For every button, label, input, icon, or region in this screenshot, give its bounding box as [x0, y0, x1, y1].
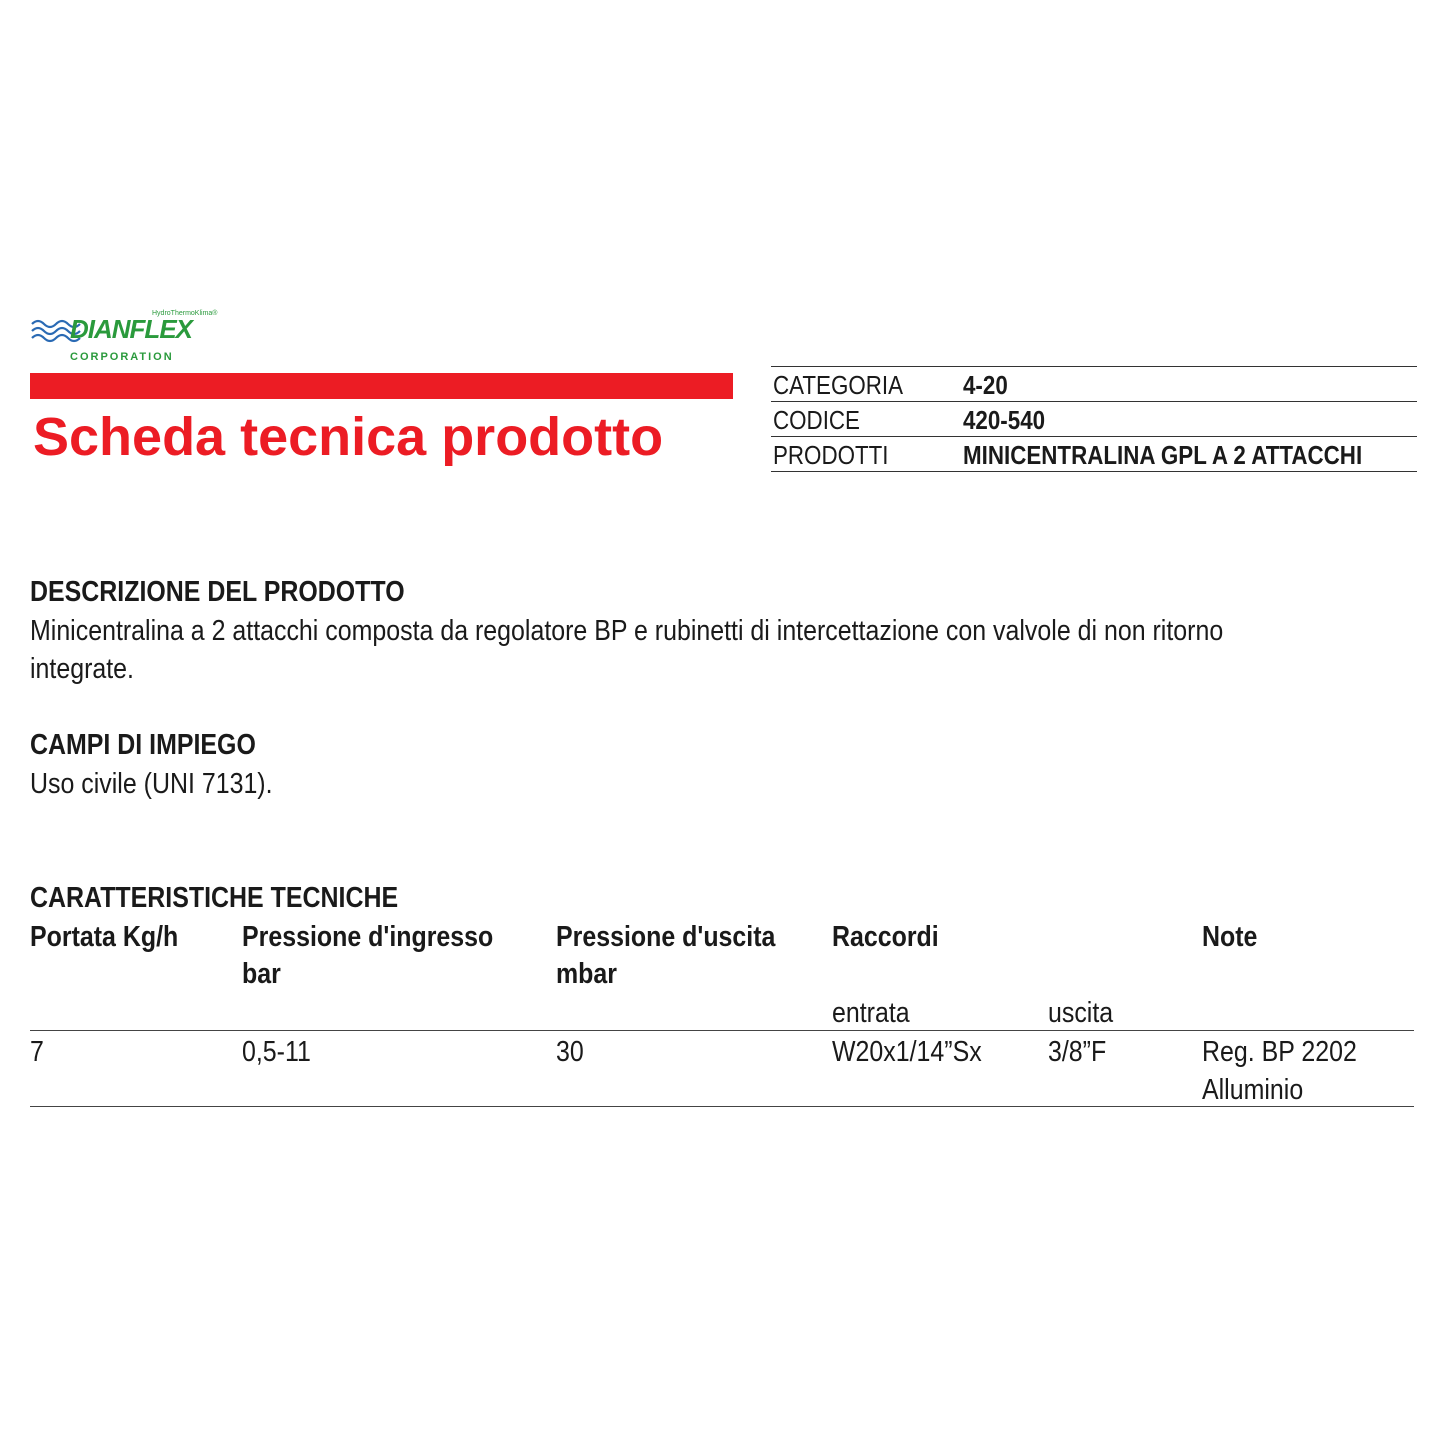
info-value: MINICENTRALINA GPL A 2 ATTACCHI [963, 440, 1363, 470]
info-row-prodotti [771, 436, 1417, 472]
header-red-bar [30, 373, 733, 399]
info-label: CODICE [773, 405, 860, 435]
usage-title: CAMPI DI IMPIEGO [30, 729, 256, 761]
specs-title: CARATTERISTICHE TECNICHE [30, 882, 399, 914]
logo-brand: DIANFLEX [70, 314, 192, 344]
cell-entrata: W20x1/14”Sx [832, 1036, 982, 1068]
info-row-codice [771, 401, 1417, 436]
page-title: Scheda tecnica prodotto [33, 407, 664, 467]
description-line-2: integrate. [30, 653, 134, 685]
table-divider-top [30, 1030, 1414, 1031]
info-value: 4-20 [963, 370, 1008, 400]
logo-corporation: CORPORATION [70, 351, 174, 363]
header-portata: Portata Kg/h [30, 921, 179, 953]
header-uscita-raccordo: uscita [1048, 997, 1114, 1029]
product-info-table [771, 366, 1417, 472]
header-uscita-unit: mbar [556, 958, 617, 990]
header-note: Note [1202, 921, 1258, 953]
description-line-1: Minicentralina a 2 attacchi composta da regolatore BP e rubinetti di intercettazione con valvole di non ritorno [30, 615, 1224, 647]
usage-text: Uso civile (UNI 7131). [30, 768, 273, 800]
company-logo [30, 310, 230, 366]
cell-portata: 7 [30, 1036, 44, 1068]
cell-uscita: 30 [556, 1036, 584, 1068]
cell-note-2: Alluminio [1202, 1074, 1304, 1106]
info-value: 420-540 [963, 405, 1046, 435]
table-divider-bottom [30, 1106, 1414, 1107]
header-raccordi: Raccordi [832, 921, 939, 953]
info-label: CATEGORIA [773, 370, 904, 400]
cell-ingresso: 0,5-11 [242, 1036, 311, 1068]
description-title: DESCRIZIONE DEL PRODOTTO [30, 576, 405, 608]
header-entrata: entrata [832, 997, 910, 1029]
header-ingresso-unit: bar [242, 958, 281, 990]
cell-note-1: Reg. BP 2202 [1202, 1036, 1357, 1068]
cell-uscita-raccordo: 3/8”F [1048, 1036, 1107, 1068]
info-label: PRODOTTI [773, 440, 889, 470]
header-uscita: Pressione d'uscita [556, 921, 776, 953]
header-ingresso: Pressione d'ingresso [242, 921, 494, 953]
info-row-categoria [771, 366, 1417, 401]
logo-tagline: HydroThermoKlima® [152, 310, 218, 317]
